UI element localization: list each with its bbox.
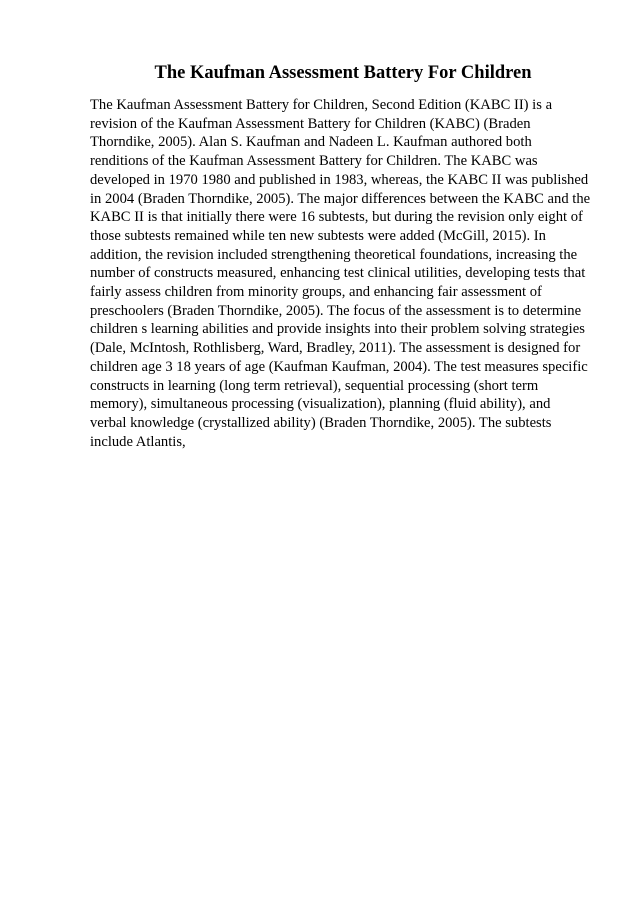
body-line: preschoolers (Braden Thorndike, 2005). The focus of the assessment is to determine — [90, 302, 582, 319]
body-line: those subtests remained while ten new subtests were added (McGill, 2015). In — [90, 227, 546, 244]
body-line: number of constructs measured, enhancing test clinical utilities, developing tests that — [90, 265, 586, 282]
body-line: children age 3 18 years of age (Kaufman Kaufman, 2004). The test measures specific — [90, 358, 588, 375]
body-line: fairly assess children from minority groups, and enhancing fair assessment of — [90, 284, 542, 301]
body-line: The Kaufman Assessment Battery for Children, Second Edition (KABC II) is a — [90, 97, 553, 113]
body-line: renditions of the Kaufman Assessment Battery for Children. The KABC was — [90, 153, 538, 170]
document-body — [90, 96, 610, 451]
body-line: revision of the Kaufman Assessment Battery for Children (KABC) (Braden — [90, 115, 531, 132]
body-line: verbal knowledge (crystallized ability) (Braden Thorndike, 2005). The subtests — [90, 414, 552, 431]
body-line: include Atlantis, — [90, 433, 186, 450]
body-line: children s learning abilities and provide insights into their problem solving strategies — [90, 321, 585, 338]
document-title: The Kaufman Assessment Battery For Children — [154, 63, 532, 83]
body-line: constructs in learning (long term retrieval), sequential processing (short term — [90, 377, 539, 394]
body-line: KABC II is that initially there were 16 subtests, but during the revision only eight of — [90, 209, 583, 226]
body-line: in 2004 (Braden Thorndike, 2005). The major differences between the KABC and the — [90, 190, 591, 207]
body-line: memory), simultaneous processing (visualization), planning (fluid ability), and — [90, 396, 551, 413]
body-line: developed in 1970 1980 and published in 1983, whereas, the KABC II was published — [90, 171, 589, 188]
body-line: Thorndike, 2005). Alan S. Kaufman and Nadeen L. Kaufman authored both — [90, 134, 532, 151]
body-line: (Dale, McIntosh, Rothlisberg, Ward, Bradley, 2011). The assessment is designed for — [90, 340, 581, 357]
body-line: addition, the revision included strengthening theoretical foundations, increasing the — [90, 246, 578, 263]
